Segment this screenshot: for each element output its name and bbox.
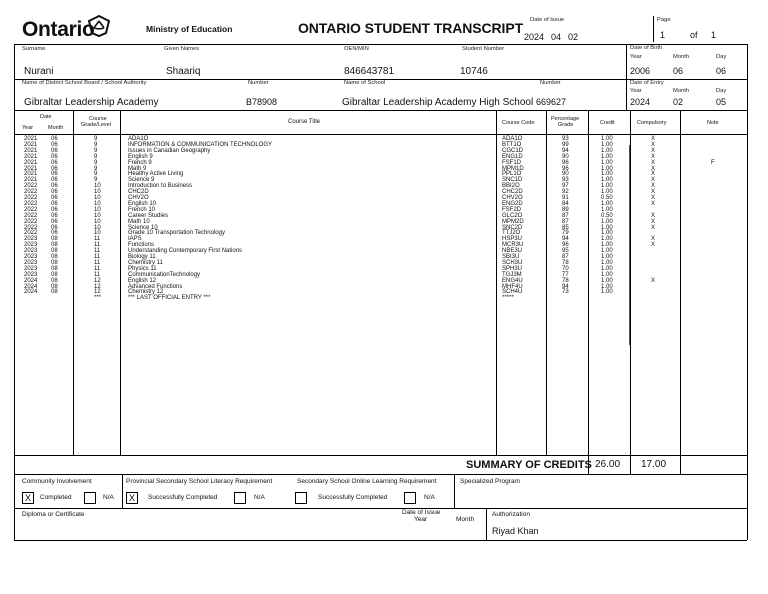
grade-header-1: Course — [89, 116, 107, 122]
row-grade: 11 — [94, 248, 101, 255]
table-row — [0, 295, 768, 301]
row-grade: 9 — [94, 159, 98, 166]
row-credit: 1.00 — [601, 259, 613, 266]
row-grade: 9 — [94, 147, 98, 154]
board-label: Name of District School Board / School Authority — [22, 80, 147, 86]
online-learning-label: Secondary School Online Learning Requirement — [297, 478, 437, 485]
literacy-na-checkbox[interactable] — [234, 492, 246, 504]
student-number-label: Student Number — [462, 46, 505, 52]
row-percentage: 94 — [562, 283, 569, 290]
ministry-name: Ministry of Education — [146, 24, 233, 34]
row-year: 2022 — [24, 200, 38, 207]
row-grade: 10 — [94, 195, 101, 201]
row-percentage: 95 — [562, 248, 569, 255]
row-year: 2021 — [24, 136, 38, 142]
summary-of-credits-label: SUMMARY OF CREDITS — [466, 459, 592, 471]
row-course-code: HSP3U — [502, 236, 523, 243]
row-percentage: 96 — [562, 165, 569, 172]
row-percentage: 87 — [562, 212, 569, 219]
row-course-code: BTT1O — [502, 141, 522, 148]
row-credit: 1.00 — [601, 265, 613, 272]
row-course-code: CHV2O — [502, 195, 523, 201]
row-course-code: ENG4U — [502, 277, 523, 284]
row-course-code: BBI2O — [502, 183, 520, 190]
row-credit: 0.50 — [601, 195, 613, 201]
row-month: 08 — [51, 248, 58, 255]
row-credit: 1.00 — [601, 224, 613, 231]
row-course-title: Understanding Contemporary First Nations — [128, 248, 243, 255]
row-month: 06 — [51, 230, 58, 237]
row-percentage: 78 — [562, 277, 569, 284]
row-percentage: 87 — [562, 218, 569, 225]
row-credit: 1.00 — [601, 218, 613, 225]
row-credit: 1.00 — [601, 141, 613, 148]
entry-year: 2024 — [630, 97, 651, 107]
row-grade: 11 — [94, 236, 101, 243]
row-course-title: Science 10 — [128, 224, 158, 231]
row-course-title: Introduction to Business — [128, 183, 193, 190]
row-grade: 10 — [94, 200, 101, 207]
row-year: 2023 — [24, 242, 38, 249]
entry-year-label: Year — [630, 88, 642, 94]
row-credit: 1.00 — [601, 283, 613, 290]
row-grade: 9 — [94, 165, 98, 172]
row-credit: 1.00 — [601, 183, 613, 190]
page-number: 1 — [660, 30, 666, 40]
row-note: F — [711, 159, 715, 166]
row-month: 08 — [51, 242, 58, 249]
row-month: 06 — [51, 218, 58, 225]
entry-day: 05 — [716, 97, 727, 107]
row-course-title: French 10 — [128, 206, 156, 213]
row-year: 2021 — [24, 165, 38, 172]
literacy-label: Provincial Secondary School Literacy Requirement — [126, 478, 273, 485]
row-year: 2022 — [24, 183, 38, 190]
row-percentage: 78 — [562, 259, 569, 266]
diploma-month-label: Month — [456, 516, 475, 523]
given-names-label: Given Names — [164, 46, 200, 52]
row-credit: 1.00 — [601, 254, 613, 260]
total-credits: 26.00 — [595, 459, 621, 470]
authorization-value: Riyad Khan — [492, 526, 539, 536]
online-completed-text: Successfully Completed — [318, 494, 388, 501]
date-of-issue-label: Date of Issue — [530, 17, 565, 23]
row-month: 08 — [51, 277, 58, 284]
page-total: 1 — [711, 30, 717, 40]
row-percentage: 93 — [562, 136, 569, 142]
row-grade: 12 — [94, 277, 101, 284]
row-credit: 1.00 — [601, 147, 613, 154]
row-credit: 1.00 — [601, 200, 613, 207]
row-grade: 10 — [94, 212, 101, 219]
dob-day-label: Day — [716, 54, 727, 60]
row-credit: 1.00 — [601, 206, 613, 213]
row-compulsory: X — [651, 195, 656, 201]
row-compulsory: X — [651, 153, 656, 160]
board-number-value: B78908 — [246, 97, 278, 107]
row-percentage: 77 — [562, 271, 569, 278]
row-year: 2023 — [24, 259, 38, 266]
row-course-code: ENG2D — [502, 200, 523, 207]
row-course-code: SNC2D — [502, 224, 523, 231]
row-credit: 1.00 — [601, 277, 613, 284]
row-month: 08 — [51, 289, 58, 296]
row-month: 06 — [51, 159, 58, 166]
dob-label: Date of Birth — [630, 45, 663, 51]
row-year: 2021 — [24, 159, 38, 166]
row-course-title: ADA1O — [128, 136, 149, 142]
compulsory-credits: 17.00 — [641, 459, 667, 470]
row-credit: 1.00 — [601, 242, 613, 249]
row-year: 2024 — [24, 277, 38, 284]
row-compulsory: X — [651, 165, 656, 172]
row-year: 2021 — [24, 177, 38, 184]
row-credit: 1.00 — [601, 271, 613, 278]
dob-month: 06 — [673, 66, 684, 76]
row-credit: 1.00 — [601, 159, 613, 166]
row-month: 08 — [51, 254, 58, 260]
row-course-title: CommunicationTechnology — [128, 271, 201, 278]
row-year: 2023 — [24, 254, 38, 260]
row-percentage: 94 — [562, 147, 569, 154]
row-grade: *** — [94, 295, 102, 302]
dob-month-label: Month — [673, 54, 690, 60]
row-grade: 9 — [94, 136, 98, 142]
row-grade: 10 — [94, 218, 101, 225]
row-year: 2022 — [24, 195, 38, 201]
row-percentage: 87 — [562, 254, 569, 260]
literacy-completed-text: Successfully Completed — [148, 494, 218, 501]
row-course-code: TGJ3M — [502, 271, 522, 278]
month-header: Month — [48, 125, 64, 131]
row-course-code: SPH3U — [502, 265, 523, 272]
literacy-na-text: N/A — [254, 494, 265, 501]
trillium-logo-icon — [87, 14, 111, 38]
row-course-code: MPM1D — [502, 165, 524, 172]
row-percentage: 94 — [562, 236, 569, 243]
authorization-label: Authorization — [492, 511, 530, 518]
row-credit: 1.00 — [601, 248, 613, 255]
literacy-completed-checkbox[interactable]: X — [126, 492, 138, 504]
row-percentage: 92 — [562, 189, 569, 196]
row-compulsory: X — [651, 277, 656, 284]
row-month: 06 — [51, 212, 58, 219]
school-number-label: Number — [540, 80, 561, 86]
row-percentage: 79 — [562, 230, 569, 237]
note-header: Note — [707, 120, 719, 126]
specialized-program-label: Specialized Program — [460, 478, 520, 485]
row-grade: 9 — [94, 153, 98, 160]
row-credit: 1.00 — [601, 165, 613, 172]
row-compulsory: X — [651, 242, 656, 249]
row-percentage: 90 — [562, 153, 569, 160]
row-month: 06 — [51, 153, 58, 160]
row-compulsory: X — [651, 224, 656, 231]
issue-month: 04 — [551, 32, 562, 42]
dob-year-label: Year — [630, 54, 642, 60]
title-header: Course Title — [288, 119, 321, 125]
row-month: 06 — [51, 189, 58, 196]
row-year: 2021 — [24, 141, 38, 148]
row-month: 06 — [51, 165, 58, 172]
diploma-year-label: Year — [414, 516, 428, 523]
row-compulsory: X — [651, 177, 656, 184]
row-percentage: 96 — [562, 159, 569, 166]
row-course-code: TTJ2O — [502, 230, 521, 237]
issue-day: 02 — [568, 32, 579, 42]
row-course-code: ADA1O — [502, 136, 523, 142]
row-course-title: IAPS — [128, 236, 142, 243]
surname-value: Nurani — [24, 66, 54, 77]
online-na-text: N/A — [424, 494, 435, 501]
row-course-title: CHV2O — [128, 195, 149, 201]
row-month: 06 — [51, 136, 58, 142]
row-year: 2024 — [24, 289, 38, 296]
row-percentage: 85 — [562, 224, 569, 231]
row-month: 08 — [51, 271, 58, 278]
row-course-title: Biology 11 — [128, 254, 156, 260]
row-course-code: FSF1D — [502, 159, 522, 166]
row-grade: 11 — [94, 259, 101, 266]
credit-header: Credit — [600, 120, 615, 126]
row-grade: 11 — [94, 265, 101, 272]
row-course-title: Science 9 — [128, 177, 155, 184]
row-grade: 12 — [94, 289, 101, 296]
row-compulsory: X — [651, 218, 656, 225]
row-course-title: Issues in Canadian Geography — [128, 147, 211, 154]
row-course-title: Math 10 — [128, 218, 150, 225]
row-year: 2021 — [24, 153, 38, 160]
issue-year: 2024 — [524, 32, 545, 42]
row-year: 2022 — [24, 224, 38, 231]
row-month: 06 — [51, 183, 58, 190]
row-year: 2022 — [24, 218, 38, 225]
row-grade: 10 — [94, 224, 101, 231]
row-year: 2023 — [24, 248, 38, 255]
row-credit: 1.00 — [601, 136, 613, 142]
row-month: 06 — [51, 206, 58, 213]
dob-day: 06 — [716, 66, 727, 76]
school-number-value: 669627 — [536, 97, 567, 107]
row-course-code: MPM2D — [502, 218, 524, 225]
row-percentage: 70 — [562, 265, 569, 272]
row-year: 2024 — [24, 283, 38, 290]
row-month: 06 — [51, 147, 58, 154]
row-year: 2023 — [24, 236, 38, 243]
diploma-date-label: Date of Issue — [402, 509, 441, 516]
row-course-code: PPL1O — [502, 171, 522, 178]
online-completed-checkbox[interactable] — [295, 492, 307, 504]
row-course-title: Functions — [128, 242, 155, 249]
row-year: 2023 — [24, 265, 38, 272]
row-grade: 11 — [94, 242, 101, 249]
community-completed-text: Completed — [40, 494, 72, 501]
row-month: 08 — [51, 283, 58, 290]
row-course-title: Physics 11 — [128, 265, 157, 272]
row-percentage: 89 — [562, 206, 569, 213]
page-label: Page — [657, 17, 671, 23]
row-month: 06 — [51, 171, 58, 178]
school-name-value: Gibraltar Leadership Academy High School — [342, 97, 534, 108]
row-compulsory: X — [651, 159, 656, 166]
row-year: 2023 — [24, 271, 38, 278]
oen-value: 846643781 — [344, 66, 395, 77]
compulsory-header: Compulsory — [637, 120, 667, 126]
board-number-label: Number — [248, 80, 269, 86]
row-course-title: French 9 — [128, 159, 152, 166]
year-header: Year — [22, 125, 34, 131]
student-number-value: 10746 — [460, 66, 488, 77]
row-credit: 1.00 — [601, 289, 613, 296]
row-month: 06 — [51, 141, 58, 148]
row-year: 2021 — [24, 171, 38, 178]
row-month: 06 — [51, 177, 58, 184]
community-na-checkbox[interactable] — [84, 492, 96, 504]
row-grade: 10 — [94, 183, 101, 190]
row-year: 2022 — [24, 230, 38, 237]
row-course-title: INFORMATION & COMMUNICATION TECHNOLOGY — [128, 141, 273, 148]
date-header: Date — [40, 114, 52, 120]
entry-date-label: Date of Entry — [630, 80, 664, 86]
community-involvement-label: Community Involvement — [22, 478, 92, 485]
row-course-code: FSF2D — [502, 206, 522, 213]
row-grade: 9 — [94, 171, 98, 178]
row-grade: 10 — [94, 206, 101, 213]
pct-header-1: Percentage — [551, 116, 580, 122]
diploma-label: Diploma or Certificate — [22, 511, 85, 518]
row-credit: 0.50 — [601, 212, 613, 219]
row-compulsory: X — [651, 212, 656, 219]
row-grade: 12 — [94, 283, 101, 290]
row-course-code: SBI3U — [502, 254, 520, 260]
entry-month-label: Month — [673, 88, 690, 94]
row-percentage: 91 — [562, 195, 569, 201]
row-course-title: English 9 — [128, 153, 153, 160]
row-course-code: MCR3U — [502, 242, 524, 249]
entry-day-label: Day — [716, 88, 727, 94]
page-of-label: of — [690, 30, 698, 40]
row-course-title: Math 9 — [128, 165, 147, 172]
row-credit: 1.00 — [601, 153, 613, 160]
row-course-title: Chemistry 12 — [128, 289, 164, 296]
row-month: 08 — [51, 265, 58, 272]
row-month: 06 — [51, 200, 58, 207]
row-course-code: NBE3U — [502, 248, 523, 255]
row-course-title: *** LAST OFFICIAL ENTRY *** — [128, 295, 211, 302]
row-credit: 1.00 — [601, 177, 613, 184]
row-month: 08 — [51, 236, 58, 243]
community-na-text: N/A — [103, 494, 114, 501]
row-course-code: GLC2O — [502, 212, 523, 219]
row-credit: 1.00 — [601, 189, 613, 196]
row-course-code: ENG1D — [502, 153, 523, 160]
row-percentage: 90 — [562, 171, 569, 178]
row-course-code: SCH4U — [502, 289, 523, 296]
pct-header-2: Grade — [558, 122, 574, 128]
row-course-title: CHC2D — [128, 189, 149, 196]
grade-header-2: Grade/Level — [81, 122, 111, 128]
code-header: Course Code — [502, 120, 535, 126]
row-grade: 10 — [94, 189, 101, 196]
row-compulsory: X — [651, 147, 656, 154]
online-na-checkbox[interactable] — [404, 492, 416, 504]
row-year: 2021 — [24, 147, 38, 154]
row-compulsory: X — [651, 189, 656, 196]
row-grade: 9 — [94, 177, 98, 184]
ontario-logo-text: Ontario — [22, 18, 95, 41]
oen-label: OEN/MIN — [344, 46, 369, 52]
row-course-title: Grade 10 Transportation Technology — [128, 230, 225, 237]
board-value: Gibraltar Leadership Academy — [24, 97, 159, 108]
row-compulsory: X — [651, 200, 656, 207]
row-course-title: English 10 — [128, 200, 157, 207]
row-course-title: Chemistry 11 — [128, 259, 163, 266]
row-grade: 9 — [94, 141, 98, 148]
row-month: 06 — [51, 224, 58, 231]
row-percentage: 96 — [562, 242, 569, 249]
row-course-title: Career Studies — [128, 212, 169, 219]
row-course-code: SNC1D — [502, 177, 523, 184]
row-course-code: CHC2D — [502, 189, 523, 196]
row-credit: 1.00 — [601, 171, 613, 178]
row-grade: 11 — [94, 271, 101, 278]
row-percentage: 73 — [562, 289, 569, 296]
row-year: 2022 — [24, 189, 38, 196]
row-grade: 10 — [94, 230, 101, 237]
row-course-title: Healthy Active Living — [128, 171, 184, 178]
row-compulsory: X — [651, 183, 656, 190]
row-course-code: CGC1D — [502, 147, 524, 154]
surname-label: Surname — [22, 46, 46, 52]
row-course-code: ***** — [502, 295, 514, 302]
row-course-title: Advanced Functions — [128, 283, 183, 290]
row-compulsory: X — [651, 141, 656, 148]
row-course-code: SCH3U — [502, 259, 523, 266]
row-course-title: English 12 — [128, 277, 157, 284]
row-year: 2022 — [24, 206, 38, 213]
row-course-code: MHF4U — [502, 283, 523, 290]
row-credit: 1.00 — [601, 236, 613, 243]
row-compulsory: X — [651, 236, 656, 243]
given-names-value: Shaariq — [166, 66, 201, 77]
row-year: 2022 — [24, 212, 38, 219]
school-name-label: Name of School — [344, 80, 386, 86]
row-percentage: 84 — [562, 200, 569, 207]
row-percentage: 99 — [562, 141, 569, 148]
row-month: 08 — [51, 259, 58, 266]
row-compulsory: X — [651, 171, 656, 178]
row-grade: 11 — [94, 254, 101, 260]
row-credit: 1.00 — [601, 230, 613, 237]
row-percentage: 93 — [562, 177, 569, 184]
dob-year: 2006 — [630, 66, 651, 76]
row-percentage: 97 — [562, 183, 569, 190]
community-completed-checkbox[interactable]: X — [22, 492, 34, 504]
row-compulsory: X — [651, 136, 656, 142]
document-title: ONTARIO STUDENT TRANSCRIPT — [298, 20, 524, 36]
entry-month: 02 — [673, 97, 684, 107]
row-month: 06 — [51, 195, 58, 201]
